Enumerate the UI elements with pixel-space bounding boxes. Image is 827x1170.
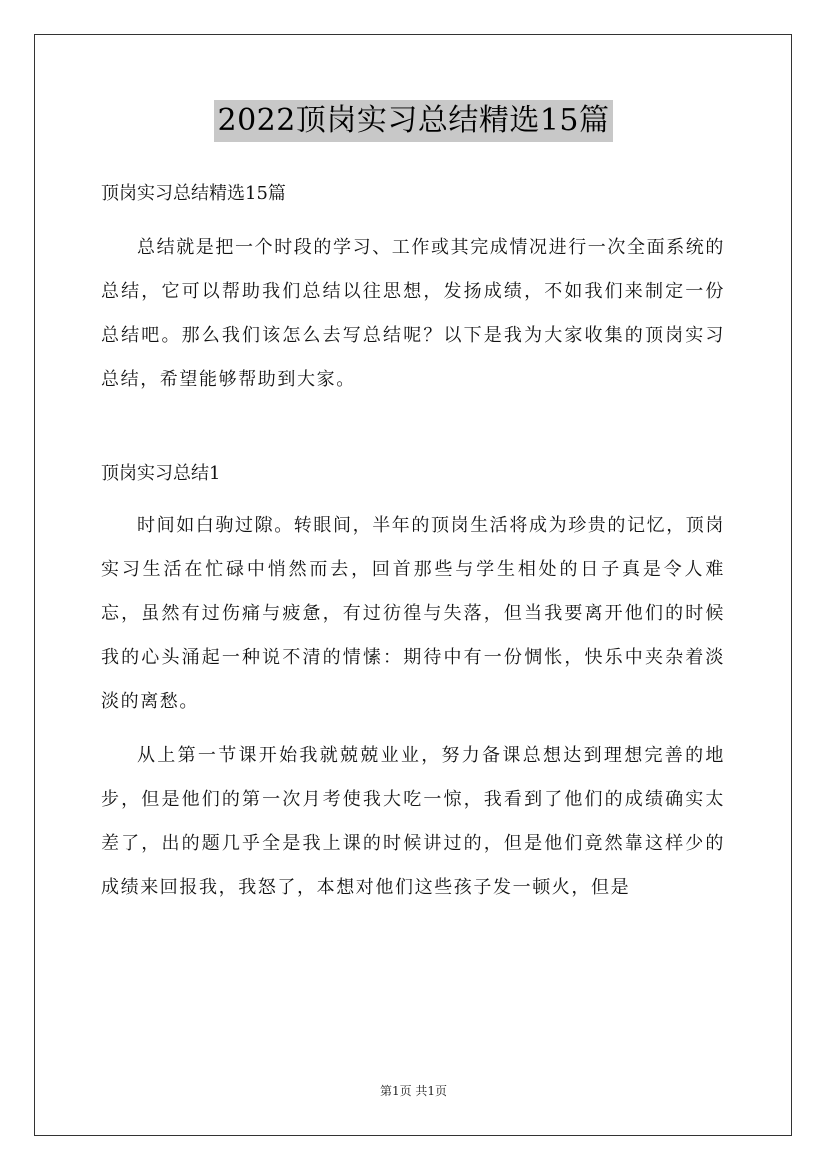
intro-paragraph: 总结就是把一个时段的学习、工作或其完成情况进行一次全面系统的总结，它可以帮助我们总结以往思想，发扬成绩，不如我们来制定一份总结吧。那么我们该怎么去写总结呢？以下是我为大家收集的顶岗实习总结，希望能够帮助到大家。 xyxy=(101,237,725,390)
document-title: 2022顶岗实习总结精选15篇 xyxy=(214,100,612,142)
page-number-footer: 第1页 共1页 xyxy=(379,1084,448,1098)
document-body xyxy=(101,172,725,910)
section-paragraph: 时间如白驹过隙。转眼间，半年的顶岗生活将成为珍贵的记忆，顶岗实习生活在忙碌中悄然而去，回首那些与学生相处的日子真是令人难忘，虽然有过伤痛与疲惫，有过彷徨与失落，但当我要离开他们的时候我的心头涌起一种说不清的情愫：期待中有一份惆怅，快乐中夹杂着淡淡的离愁。 xyxy=(101,515,725,712)
document-subtitle: 顶岗实习总结精选15篇 xyxy=(101,183,286,204)
title-area xyxy=(0,100,827,142)
section-paragraph: 从上第一节课开始我就兢兢业业，努力备课总想达到理想完善的地步，但是他们的第一次月考使我大吃一惊，我看到了他们的成绩确实太差了，出的题几乎全是我上课的时候讲过的，但是他们竟然靠这样少的成绩来回报我，我怒了，本想对他们这些孩子发一顿火，但是 xyxy=(101,745,725,898)
section-heading: 顶岗实习总结1 xyxy=(101,463,221,484)
